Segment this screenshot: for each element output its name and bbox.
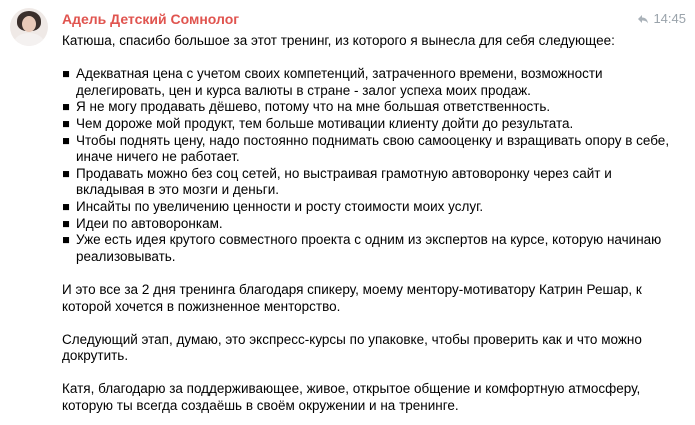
spacer	[62, 315, 682, 332]
list-item	[62, 133, 682, 166]
list-item	[62, 216, 682, 233]
bullet-square-icon: ◾	[62, 134, 71, 147]
bullet-square-icon: ◾	[62, 117, 71, 130]
bullet-square-icon: ◾	[62, 200, 71, 213]
list-item	[62, 232, 682, 265]
reply-arrow-icon[interactable]	[637, 14, 649, 24]
list-item-text: Идеи по автоворонкам.	[76, 215, 223, 231]
bullet-square-icon: ◾	[62, 167, 71, 180]
list-item-text: Продавать можно без соц сетей, но выстраивая грамотную автоворонку через сайт и вкладывая в это мозги и деньги.	[76, 165, 612, 198]
bullet-square-icon: ◾	[62, 68, 71, 81]
spacer	[62, 50, 682, 67]
list-item-text: Уже есть идея крутого совместного проекта с одним из экспертов на курсе, которую начинаю реализовывать.	[76, 232, 662, 264]
bullet-square-icon: ◾	[62, 217, 71, 230]
avatar-face	[22, 16, 36, 32]
list-item	[62, 99, 682, 116]
list-item-text: Инсайты по увеличению ценности и росту стоимости моих услуг.	[76, 198, 484, 214]
message-paragraph: Следующий этап, думаю, это экспресс-курсы по упаковке, чтобы проверить как и что можно докрутить.	[62, 331, 642, 364]
bullet-square-icon: ◾	[62, 234, 71, 247]
avatar[interactable]	[10, 8, 48, 46]
message-paragraph: И это все за 2 дня тренинга благодаря спикеру, моему ментору-мотиватору Катрин Решар, к которой хочется в пожизненное менторство.	[62, 281, 642, 314]
message-time: 14:45	[653, 11, 686, 26]
list-item-text: Адекватная цена с учетом своих компетенций, затраченного времени, возможности делегировать, цен и курса валюты в стране - залог успеха моих продаж.	[76, 66, 603, 98]
list-item	[62, 66, 682, 99]
list-item	[62, 199, 682, 216]
message-intro: Катюша, спасибо большое за этот тренинг, из которого я вынесла для себя следующее:	[62, 33, 615, 48]
list-item-text: Чтобы поднять цену, надо постоянно поднимать свою самооценку и взращивать опору в себе, иначе ничего не работает.	[76, 132, 670, 165]
bullet-square-icon: ◾	[62, 101, 71, 114]
list-item	[62, 116, 682, 133]
message-paragraph: Катя, благодарю за поддерживающее, живое, открытое общение и комфортную атмосферу, которую ты всегда создаёшь в своём окружении и на тренинге.	[62, 381, 641, 414]
message-text	[62, 33, 682, 415]
list-item-text: Чем дороже мой продукт, тем больше мотивации клиенту дойти до результата.	[76, 115, 574, 131]
avatar-body	[14, 33, 44, 46]
list-item	[62, 166, 682, 199]
list-item-text: Я не могу продавать дёшево, потому что на мне большая ответственность.	[76, 99, 551, 115]
sender-name[interactable]: Адель Детский Сомнолог	[62, 11, 240, 27]
spacer	[62, 265, 682, 282]
spacer	[62, 365, 682, 382]
message-meta	[637, 11, 686, 26]
